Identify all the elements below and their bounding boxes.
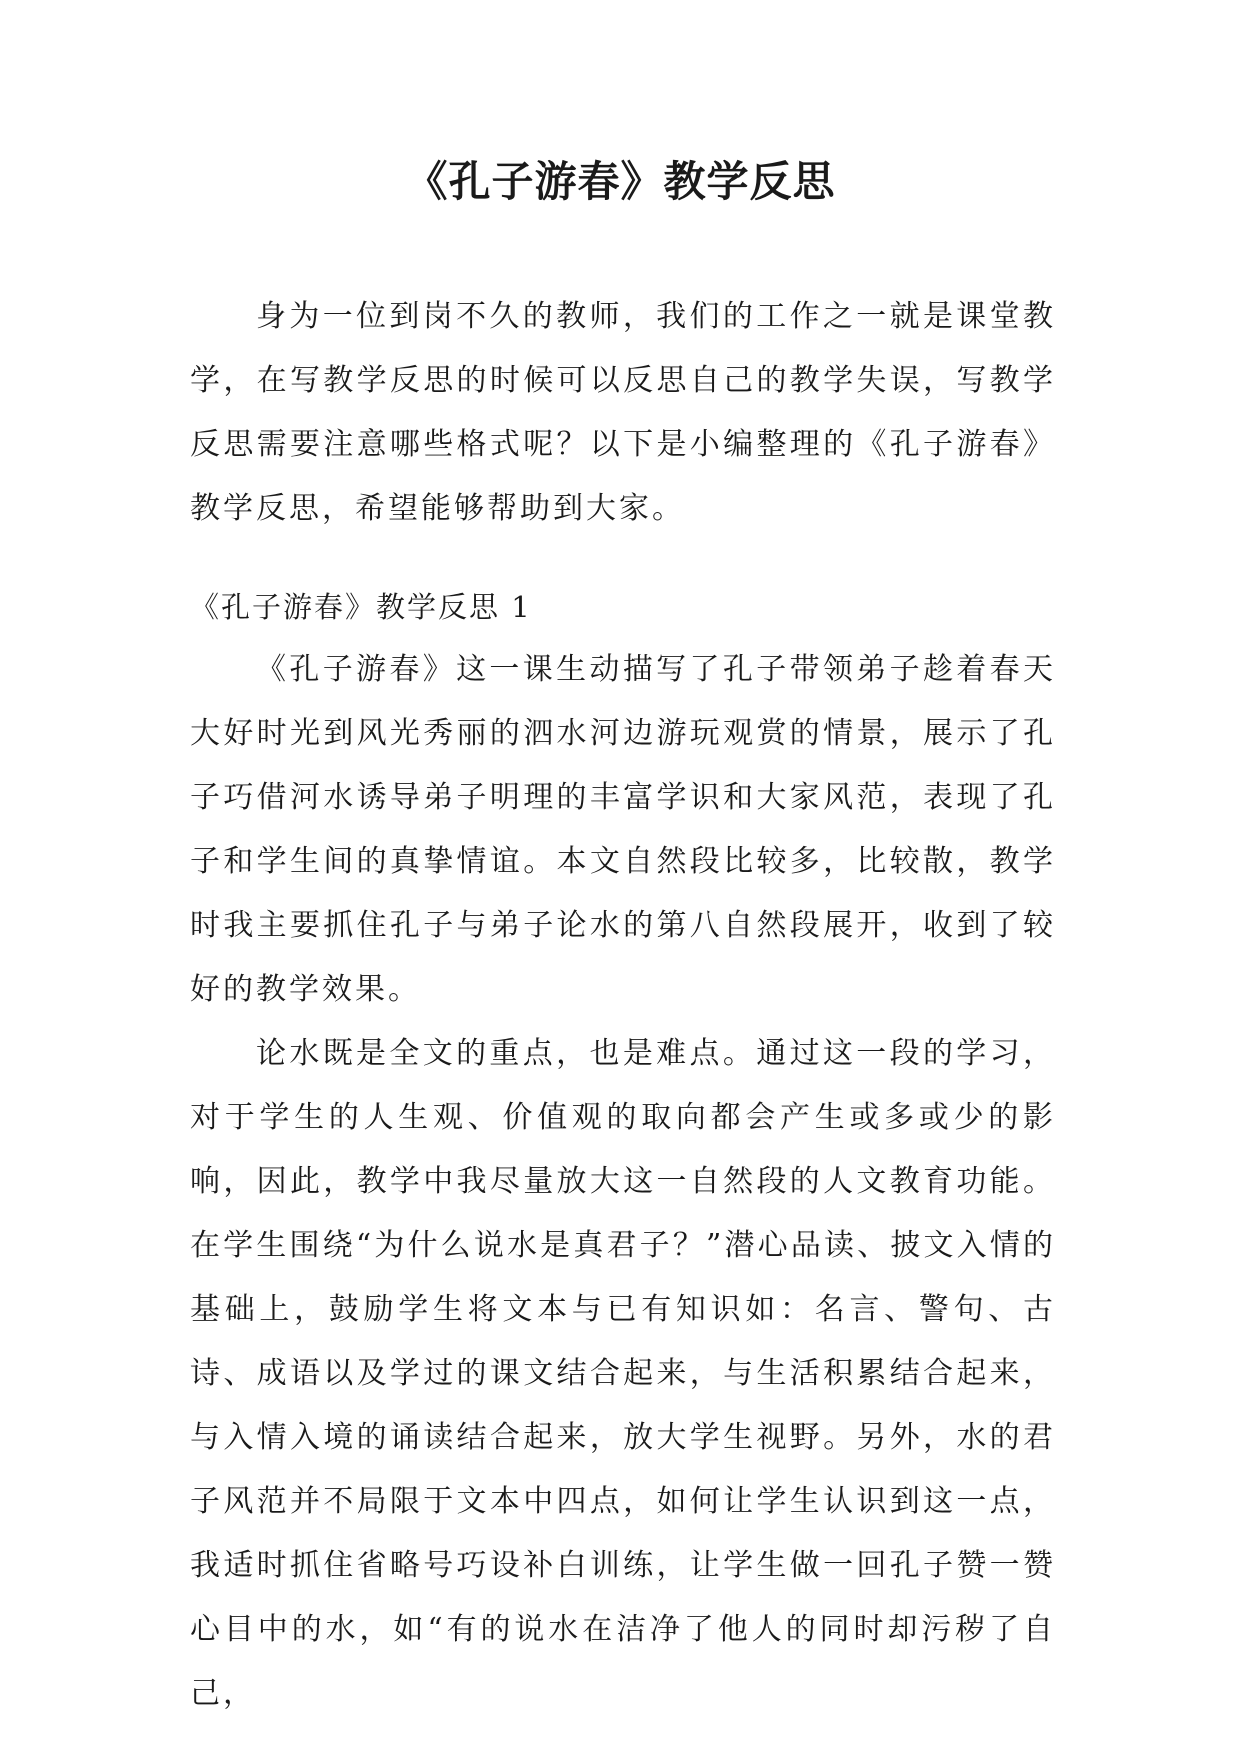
intro-paragraph: 身为一位到岗不久的教师，我们的工作之一就是课堂教学，在写教学反思的时候可以反思自己的教学失误，写教学反思需要注意哪些格式呢？以下是小编整理的《孔子游春》教学反思，希望能够帮助到大家。 bbox=[190, 299, 1056, 526]
body-paragraph: 论水既是全文的重点，也是难点。通过这一段的学习，对于学生的人生观、价值观的取向都会产生或多或少的影响，因此，教学中我尽量放大这一自然段的人文教育功能。在学生围绕“为什么说水是真君子？”潜心品读、披文入情的基础上，鼓励学生将文本与已有知识如：名言、警句、古诗、成语以及学过的课文结合起来，与生活积累结合起来，与入情入境的诵读结合起来，放大学生视野。另外，水的君子风范并不局限于文本中四点，如何让学生认识到这一点，我适时抓住省略号巧设补白训练，让学生做一回孔子赞一赞心目中的水，如“有的说水在洁净了他人的同时却污秽了自己， bbox=[190, 1036, 1056, 1711]
section-heading: 《孔子游春》教学反思 1 bbox=[190, 590, 532, 624]
document-title: 《孔子游春》教学反思 bbox=[405, 157, 836, 206]
body-paragraph: 《孔子游春》这一课生动描写了孔子带领弟子趁着春天大好时光到风光秀丽的泗水河边游玩观赏的情景，展示了孔子巧借河水诱导弟子明理的丰富学识和大家风范，表现了孔子和学生间的真挚情谊。本文自然段比较多，比较散，教学时我主要抓住孔子与弟子论水的第八自然段展开，收到了较好的教学效果。 bbox=[190, 652, 1056, 1007]
intro-section bbox=[190, 285, 1056, 541]
section-body bbox=[190, 638, 1056, 1726]
